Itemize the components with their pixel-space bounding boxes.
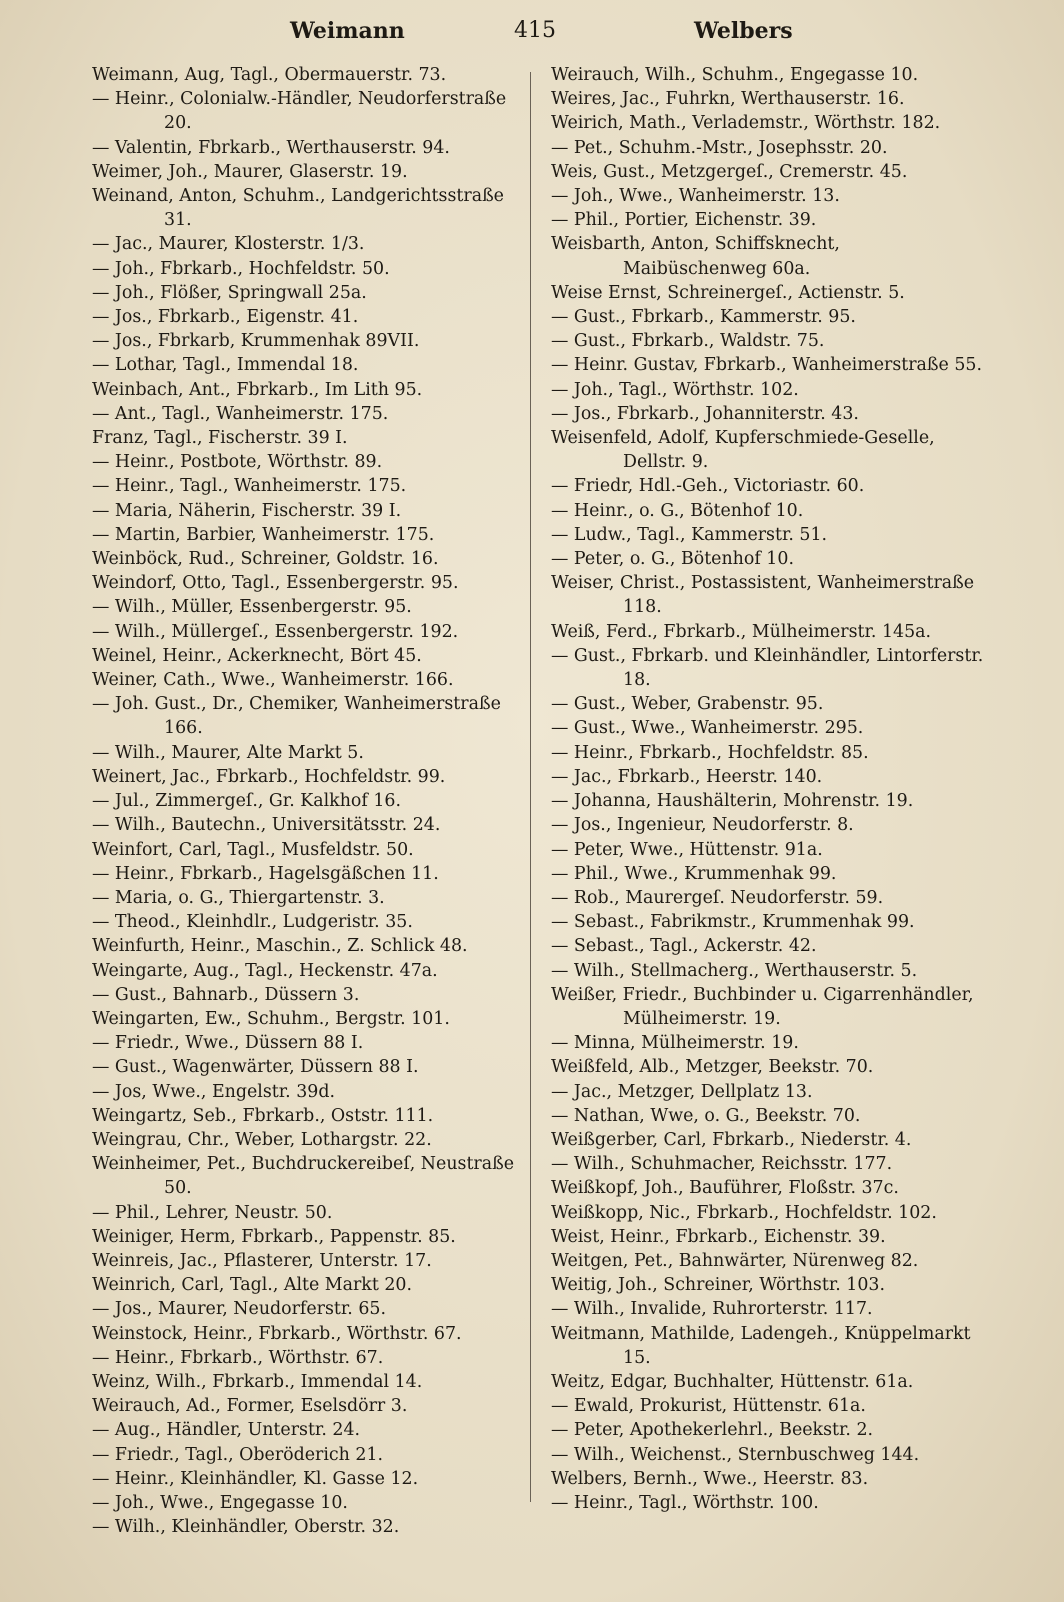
directory-entry: — Jac., Maurer, Klosterstr. 1/3.: [92, 234, 365, 255]
directory-entry: Weißgerber, Carl, Fbrkarb., Niederstr. 4.: [551, 1129, 912, 1150]
directory-entry: — Nathan, Wwe, o. G., Beekstr. 70.: [551, 1105, 861, 1126]
directory-entry: Weingarte, Aug., Tagl., Heckenstr. 47a.: [92, 960, 438, 981]
directory-entry: — Maria, Näherin, Fischerstr. 39 I.: [92, 500, 402, 521]
directory-entry: — Lothar, Tagl., Immendal 18.: [92, 355, 359, 376]
directory-entry: — Joh., Wwe., Wanheimerstr. 13.: [551, 186, 840, 207]
directory-entry: Franz, Tagl., Fischerstr. 39 I.: [92, 428, 348, 449]
directory-entry: Weingrau, Chr., Weber, Lothargstr. 22.: [92, 1129, 432, 1150]
directory-entry: Weinert, Jac., Fbrkarb., Hochfeldstr. 99.: [92, 766, 446, 787]
directory-entry: — Wilh., Stellmacherg., Werthauserstr. 5.: [551, 960, 918, 981]
directory-entry: — Heinr., Kleinhändler, Kl. Gasse 12.: [92, 1468, 419, 1489]
directory-entry: — Wilh., Müllergeſ., Essenbergerstr. 192.: [92, 621, 459, 642]
directory-entry: — Friedr., Tagl., Oberöderich 21.: [92, 1444, 384, 1465]
directory-entry: — Jul., Zimmergeſ., Gr. Kalkhof 16.: [92, 791, 402, 812]
left-column: [92, 63, 526, 1539]
directory-entry: — Jos., Ingenieur, Neudorferstr. 8.: [551, 815, 854, 836]
directory-entry: Weinand, Anton, Schuhm., Landgerichtsstraße 31.: [92, 186, 504, 231]
directory-entry: Weimer, Joh., Maurer, Glaserstr. 19.: [92, 161, 408, 182]
right-column: [551, 63, 989, 1515]
directory-entry: — Wilh., Maurer, Alte Markt 5.: [92, 742, 364, 763]
directory-entry: — Peter, Apothekerlehrl., Beekstr. 2.: [551, 1420, 874, 1441]
directory-entry: — Johanna, Haushälterin, Mohrenstr. 19.: [551, 791, 914, 812]
directory-entry: Weinel, Heinr., Ackerknecht, Bört 45.: [92, 645, 422, 666]
directory-entry: Weingarten, Ew., Schuhm., Bergstr. 101.: [92, 1008, 450, 1029]
directory-entry: — Gust., Wwe., Wanheimerstr. 295.: [551, 718, 864, 739]
directory-entry: — Joh., Fbrkarb., Hochfeldstr. 50.: [92, 258, 390, 279]
directory-entry: Weiß, Ferd., Fbrkarb., Mülheimerstr. 145a.: [551, 621, 932, 642]
directory-entry: Weindorf, Otto, Tagl., Essenbergerstr. 95.: [92, 573, 459, 594]
directory-entry: — Gust., Fbrkarb., Waldstr. 75.: [551, 331, 825, 352]
directory-entry: — Heinr., Tagl., Wanheimerstr. 175.: [92, 476, 407, 497]
directory-entry: — Jac., Metzger, Dellplatz 13.: [551, 1081, 813, 1102]
directory-entry: Weinrich, Carl, Tagl., Alte Markt 20.: [92, 1275, 413, 1296]
directory-entry: — Maria, o. G., Thiergartenstr. 3.: [92, 887, 385, 908]
directory-entry: Weirich, Math., Verlademstr., Wörthstr. 182.: [551, 113, 941, 134]
directory-entry: — Wilh., Müller, Essenbergerstr. 95.: [92, 597, 412, 618]
directory-entry: — Wilh., Schuhmacher, Reichsstr. 177.: [551, 1154, 893, 1175]
directory-entry: Weißer, Friedr., Buchbinder u. Cigarrenhändler, Mülheimerstr. 19.: [551, 984, 974, 1029]
directory-entry: Weinz, Wilh., Fbrkarb., Immendal 14.: [92, 1371, 423, 1392]
directory-entry: — Wilh., Bautechn., Universitätsstr. 24.: [92, 815, 441, 836]
directory-entry: — Aug., Händler, Unterstr. 24.: [92, 1420, 361, 1441]
directory-entry: — Phil., Portier, Eichenstr. 39.: [551, 210, 817, 231]
directory-entry: — Wilh., Kleinhändler, Oberstr. 32.: [92, 1517, 400, 1538]
directory-entry: — Gust., Weber, Grabenstr. 95.: [551, 694, 824, 715]
directory-entry: — Minna, Mülheimerstr. 19.: [551, 1033, 799, 1054]
directory-entry: Weitmann, Mathilde, Ladengeh., Knüppelmarkt 15.: [551, 1323, 971, 1368]
directory-entry: — Peter, o. G., Bötenhof 10.: [551, 549, 794, 570]
directory-entry: — Heinr., Fbrkarb., Hagelsgäßchen 11.: [92, 863, 439, 884]
directory-entry: — Jos., Fbrkarb, Krummenhak 89VII.: [92, 331, 420, 352]
directory-entry: Weinböck, Rud., Schreiner, Goldstr. 16.: [92, 549, 439, 570]
directory-entry: Weiniger, Herm, Fbrkarb., Pappenstr. 85.: [92, 1226, 456, 1247]
directory-entry: — Friedr, Hdl.-Geh., Victoriastr. 60.: [551, 476, 865, 497]
directory-entry: Weinbach, Ant., Fbrkarb., Im Lith 95.: [92, 379, 423, 400]
directory-entry: — Valentin, Fbrkarb., Werthauserstr. 94.: [92, 137, 450, 158]
directory-entry: Weimann, Aug, Tagl., Obermauerstr. 73.: [92, 65, 447, 85]
directory-entry: — Jos., Maurer, Neudorferstr. 65.: [92, 1299, 386, 1320]
directory-entry: Weißkopf, Joh., Bauführer, Floßstr. 37c.: [551, 1178, 899, 1199]
directory-entry: Weisenfeld, Adolf, Kupferschmiede-Geselle, Dellstr. 9.: [551, 428, 935, 473]
directory-entry: — Ewald, Prokurist, Hüttenstr. 61a.: [551, 1396, 866, 1417]
header-last-name: Welbers: [694, 18, 793, 44]
directory-entry: — Sebast., Fabrikmstr., Krummenhak 99.: [551, 912, 915, 933]
directory-entry: Weirauch, Wilh., Schuhm., Engegasse 10.: [551, 65, 919, 85]
directory-entry: Weinfort, Carl, Tagl., Musfeldstr. 50.: [92, 839, 414, 860]
directory-entry: — Phil., Lehrer, Neustr. 50.: [92, 1202, 333, 1223]
directory-entry: — Jos., Fbrkarb., Johanniterstr. 43.: [551, 403, 859, 424]
directory-entry: Weitz, Edgar, Buchhalter, Hüttenstr. 61a.: [551, 1371, 914, 1392]
directory-entry: — Joh. Gust., Dr., Chemiker, Wanheimerstraße 166.: [92, 694, 501, 739]
directory-entry: — Jos, Wwe., Engelstr. 39d.: [92, 1081, 336, 1102]
directory-entry: Weißkopp, Nic., Fbrkarb., Hochfeldstr. 102.: [551, 1202, 937, 1223]
directory-entry: — Gust., Fbrkarb. und Kleinhändler, Lintorferstr. 18.: [551, 645, 984, 691]
directory-entry: — Jos., Fbrkarb., Eigenstr. 41.: [92, 307, 359, 328]
directory-entry: — Ludw., Tagl., Kammerstr. 51.: [551, 524, 828, 545]
directory-entry: Welbers, Bernh., Wwe., Heerstr. 83.: [551, 1468, 869, 1489]
header-first-name: Weimann: [290, 18, 405, 44]
directory-entry: — Pet., Schuhm.-Mstr., Josephsstr. 20.: [551, 137, 888, 158]
directory-entry: — Joh., Tagl., Wörthstr. 102.: [551, 379, 799, 400]
running-header: [0, 18, 1064, 52]
directory-entry: Weinstock, Heinr., Fbrkarb., Wörthstr. 67.: [92, 1323, 462, 1344]
directory-entry: — Ant., Tagl., Wanheimerstr. 175.: [92, 403, 389, 424]
directory-entry: — Gust., Bahnarb., Düssern 3.: [92, 984, 360, 1005]
column-divider: [530, 72, 531, 1502]
directory-entry: — Wilh., Invalide, Ruhrorterstr. 117.: [551, 1299, 873, 1320]
directory-entry: — Heinr., Fbrkarb., Hochfeldstr. 85.: [551, 742, 869, 763]
directory-entry: Weisbarth, Anton, Schiffsknecht, Maibüschenweg 60a.: [551, 234, 840, 279]
directory-entry: Weiser, Christ., Postassistent, Wanheimerstraße 118.: [551, 573, 975, 618]
directory-entry: Weitig, Joh., Schreiner, Wörthstr. 103.: [551, 1275, 886, 1296]
directory-entry: Weißfeld, Alb., Metzger, Beekstr. 70.: [551, 1057, 874, 1078]
directory-entry: — Heinr., Colonialw.-Händler, Neudorferstraße 20.: [92, 89, 507, 134]
directory-entry: Weinreis, Jac., Pflasterer, Unterstr. 17.: [92, 1250, 432, 1271]
directory-entry: — Heinr., Fbrkarb., Wörthstr. 67.: [92, 1347, 384, 1368]
directory-entry: — Heinr., Tagl., Wörthstr. 100.: [551, 1492, 819, 1513]
directory-entry: Weise Ernst, Schreinergeſ., Actienstr. 5.: [551, 282, 905, 303]
directory-entry: Weitgen, Pet., Bahnwärter, Nürenweg 82.: [551, 1250, 919, 1271]
directory-entry: — Rob., Maurergeſ. Neudorferstr. 59.: [551, 887, 884, 908]
directory-entry: — Sebast., Tagl., Ackerstr. 42.: [551, 936, 817, 957]
directory-entry: Weingartz, Seb., Fbrkarb., Oststr. 111.: [92, 1105, 434, 1126]
directory-entry: — Wilh., Weichenst., Sternbuschweg 144.: [551, 1444, 920, 1465]
directory-entry: Weis, Gust., Metzgergeſ., Cremerstr. 45.: [551, 161, 908, 182]
directory-entry: — Friedr., Wwe., Düssern 88 I.: [92, 1033, 364, 1054]
directory-entry: Weiner, Cath., Wwe., Wanheimerstr. 166.: [92, 670, 454, 691]
directory-entry: — Heinr., Postbote, Wörthstr. 89.: [92, 452, 383, 473]
directory-entry: — Jac., Fbrkarb., Heerstr. 140.: [551, 766, 823, 787]
directory-entry: — Gust., Fbrkarb., Kammerstr. 95.: [551, 307, 856, 328]
directory-entry: Weirauch, Ad., Former, Eselsdörr 3.: [92, 1396, 408, 1417]
directory-entry: — Phil., Wwe., Krummenhak 99.: [551, 863, 837, 884]
directory-entry: Weist, Heinr., Fbrkarb., Eichenstr. 39.: [551, 1226, 886, 1247]
directory-entry: — Joh., Flößer, Springwall 25a.: [92, 282, 367, 303]
directory-entry: — Heinr., o. G., Bötenhof 10.: [551, 500, 804, 521]
directory-entry: — Heinr. Gustav, Fbrkarb., Wanheimerstraße 55.: [551, 355, 983, 376]
directory-entry: — Theod., Kleinhdlr., Ludgeristr. 35.: [92, 912, 413, 933]
directory-entry: — Gust., Wagenwärter, Düssern 88 I.: [92, 1057, 419, 1078]
directory-entry: Weires, Jac., Fuhrkn, Werthauserstr. 16.: [551, 89, 905, 110]
directory-entry: — Peter, Wwe., Hüttenstr. 91a.: [551, 839, 823, 860]
directory-entry: Weinfurth, Heinr., Maschin., Z. Schlick 48.: [92, 936, 468, 957]
directory-entry: — Joh., Wwe., Engegasse 10.: [92, 1492, 348, 1513]
page-number: 415: [514, 18, 556, 43]
directory-entry: Weinheimer, Pet., Buchdruckereibeſ, Neustraße 50.: [92, 1154, 515, 1199]
directory-entry: — Martin, Barbier, Wanheimerstr. 175.: [92, 524, 435, 545]
